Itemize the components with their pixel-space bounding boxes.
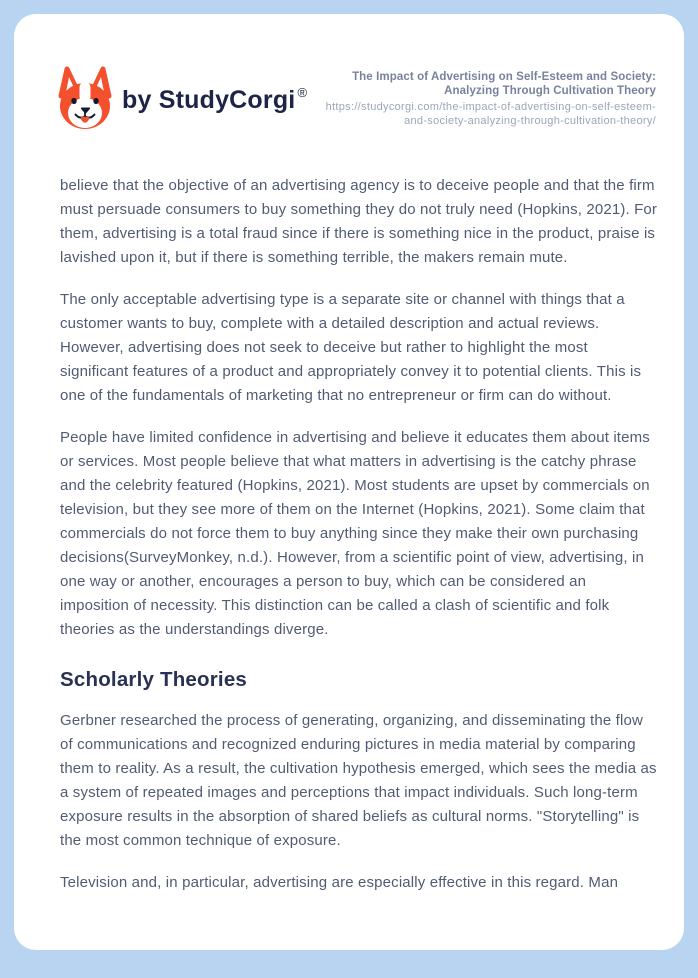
brand: [58, 66, 307, 132]
document-card: [14, 14, 684, 950]
paragraph-5: Television and, in particular, advertising are especially effective in this regard. Man: [60, 874, 619, 891]
section-heading-scholarly-theories: Scholarly Theories: [60, 668, 248, 691]
corgi-logo-icon: [58, 66, 112, 132]
paragraph-1: believe that the objective of an advertising agency is to deceive people and that the firm must persuade consumers to buy something they do not truly need (Hopkins, 2021). For them, advertising is a total fraud since if there is something nice in the product, praise is lavished upon it, but if there is something terrible, the makers remain mute.: [60, 177, 658, 266]
document-title: The Impact of Advertising on Self-Esteem and Society: Analyzing Through Cultivation Theory: [352, 71, 656, 97]
paragraph-2: The only acceptable advertising type is a separate site or channel with things that a customer wants to buy, complete with a detailed description and actual reviews. However, advertising does not seek to deceive but rather to highlight the most significant features of a product and appropriately convey it to potential clients. This is one of the fundamentals of marketing that no entrepreneur or firm can do without.: [60, 291, 642, 404]
brand-wordmark: [122, 86, 307, 113]
registered-trademark-icon: ®: [297, 84, 308, 100]
paragraph-4: Gerbner researched the process of generating, organizing, and disseminating the flow of communications and recognized enduring pictures in media material by comparing them to reality. As a result, the cultivation hypothesis emerged, which sees the media as a system of repeated images and perceptions that impact individuals. Such long-term exposure results in the absorption of shared beliefs as cultural norms. "Storytelling" is the most common technique of exposure.: [60, 712, 657, 849]
article-body: [14, 132, 684, 895]
document-meta: [308, 70, 656, 128]
brand-label: by StudyCorgi: [122, 85, 296, 114]
document-header: [14, 14, 684, 132]
document-url: https://studycorgi.com/the-impact-of-advertising-on-self-esteem-and-society-analyzing-through-cultivation-theory/: [325, 101, 656, 127]
paragraph-3: People have limited confidence in advertising and believe it educates them about items or services. Most people believe that what matters in advertising is the catchy phrase and the celebrity featured (Hopkins, 2021). Most students are upset by commercials on television, but they see more of them on the Internet (Hopkins, 2021). Some claim that commercials do not force them to buy anything since they make their own purchasing decisions(SurveyMonkey, n.d.). However, from a scientific point of view, advertising, in one way or another, encourages a person to buy, which can be considered an imposition of necessity. This distinction can be called a clash of scientific and folk theories as the understandings diverge.: [60, 429, 650, 638]
